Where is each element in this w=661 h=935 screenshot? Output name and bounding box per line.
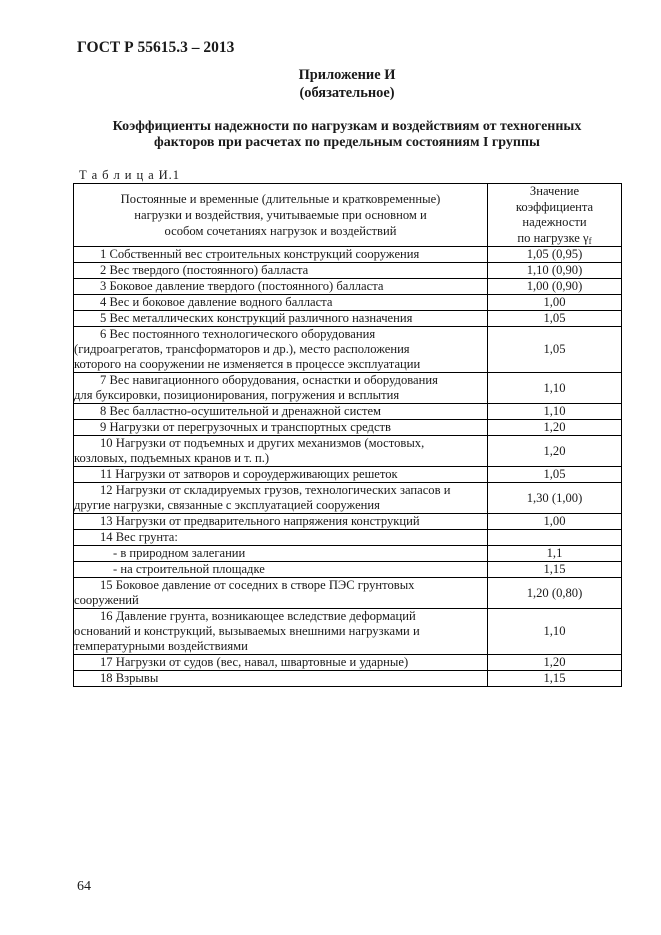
table-row — [74, 514, 622, 530]
description-line: 18 Взрывы — [100, 671, 159, 685]
description-line: 7 Вес навигационного оборудования, оснастки и оборудования — [100, 373, 438, 387]
description-line: 11 Нагрузки от затворов и сороудерживающих решеток — [100, 467, 398, 481]
load-description — [74, 279, 488, 295]
reliability-factor: 1,15 — [488, 562, 622, 578]
load-description — [74, 247, 488, 263]
load-description — [74, 609, 488, 655]
header-line: надежности — [522, 215, 587, 229]
table-row — [74, 311, 622, 327]
coefficients-table — [73, 183, 622, 687]
description-line: 5 Вес металлических конструкций различного назначения — [100, 311, 413, 325]
description-line: 14 Вес грунта: — [100, 530, 178, 544]
reliability-factor: 1,15 — [488, 671, 622, 687]
load-description — [74, 263, 488, 279]
load-description — [74, 546, 488, 562]
reliability-factor: 1,10 — [488, 609, 622, 655]
standard-designation: ГОСТ Р 55615.3 – 2013 — [77, 39, 235, 56]
reliability-factor: 1,1 — [488, 546, 622, 562]
reliability-factor: 1,05 (0,95) — [488, 247, 622, 263]
table-row — [74, 609, 622, 655]
table-row — [74, 530, 622, 546]
load-description — [74, 655, 488, 671]
table-row — [74, 578, 622, 609]
reliability-factor: 1,10 — [488, 373, 622, 404]
table-caption: Т а б л и ц а И.1 — [79, 168, 180, 182]
reliability-factor: 1,00 — [488, 514, 622, 530]
page-number: 64 — [77, 879, 91, 894]
description-line: 4 Вес и боковое давление водного балласта — [100, 295, 333, 309]
description-line: сооружений — [74, 593, 139, 607]
appendix-block — [73, 66, 621, 102]
load-description — [74, 530, 488, 546]
description-line: 8 Вес балластно-осушительной и дренажной систем — [100, 404, 382, 418]
description-line: 12 Нагрузки от складируемых грузов, технологических запасов и — [100, 483, 451, 497]
description-line: 1 Собственный вес строительных конструкций сооружения — [100, 247, 420, 261]
reliability-factor: 1,20 — [488, 436, 622, 467]
reliability-factor: 1,20 — [488, 420, 622, 436]
header-line: нагрузки и воздействия, учитываемые при основном и — [134, 208, 427, 222]
table-row — [74, 404, 622, 420]
table-row — [74, 279, 622, 295]
load-description — [74, 327, 488, 373]
reliability-factor: 1,00 — [488, 295, 622, 311]
load-description — [74, 373, 488, 404]
table-row — [74, 483, 622, 514]
appendix-status: (обязательное) — [299, 85, 395, 101]
header-loads-column — [74, 184, 488, 247]
reliability-factor: 1,10 (0,90) — [488, 263, 622, 279]
table-row — [74, 671, 622, 687]
description-line: 2 Вес твердого (постоянного) балласта — [100, 263, 309, 277]
description-line: - на строительной площадке — [113, 562, 265, 576]
reliability-factor: 1,20 — [488, 655, 622, 671]
reliability-factor: 1,30 (1,00) — [488, 483, 622, 514]
table-row — [74, 373, 622, 404]
header-line: особом сочетаниях нагрузок и воздействий — [164, 224, 397, 238]
reliability-factor-empty — [488, 530, 622, 546]
load-description — [74, 404, 488, 420]
load-description — [74, 483, 488, 514]
description-line: которого на сооружении не изменяется в процессе эксплуатации — [74, 357, 421, 371]
description-line: 16 Давление грунта, возникающее вследствие деформаций — [100, 609, 416, 623]
load-description — [74, 295, 488, 311]
table-row — [74, 327, 622, 373]
heading-line: Коэффициенты надежности по нагрузкам и воздействиям от техногенных — [112, 119, 582, 134]
table-row — [74, 295, 622, 311]
description-line: 3 Боковое давление твердого (постоянного) балласта — [100, 279, 384, 293]
reliability-factor: 1,05 — [488, 467, 622, 483]
description-line: 15 Боковое давление от соседних в створе ПЭС грунтовых — [100, 578, 415, 592]
description-line: - в природном залегании — [113, 546, 246, 560]
header-line — [488, 231, 621, 247]
table-row — [74, 436, 622, 467]
description-line: температурными воздействиями — [74, 639, 248, 653]
description-line: козловых, подъемных кранов и т. п.) — [74, 451, 270, 465]
heading-line: факторов при расчетах по предельным состояниям I группы — [154, 135, 540, 150]
load-description — [74, 311, 488, 327]
table-heading — [73, 119, 621, 151]
header-line: коэффициента — [515, 199, 594, 214]
appendix-title: Приложение И — [298, 67, 396, 83]
reliability-factor: 1,05 — [488, 311, 622, 327]
load-description — [74, 562, 488, 578]
description-line: другие нагрузки, связанные с эксплуатацией сооружения — [74, 498, 380, 512]
load-description — [74, 420, 488, 436]
reliability-factor: 1,05 — [488, 327, 622, 373]
table-row — [74, 247, 622, 263]
description-line: 9 Нагрузки от перегрузочных и транспортных средств — [100, 420, 391, 434]
description-line: 13 Нагрузки от предварительного напряжения конструкций — [100, 514, 420, 528]
table-row — [74, 467, 622, 483]
table-row — [74, 655, 622, 671]
reliability-factor: 1,10 — [488, 404, 622, 420]
description-line: 10 Нагрузки от подъемных и других механизмов (мостовых, — [100, 436, 425, 450]
reliability-factor: 1,00 (0,90) — [488, 279, 622, 295]
description-line: 17 Нагрузки от судов (вес, навал, швартовные и ударные) — [100, 655, 409, 669]
description-line: для буксировки, позиционирования, погружения и всплытия — [74, 388, 400, 402]
table-row — [74, 420, 622, 436]
load-description — [74, 467, 488, 483]
description-line: 6 Вес постоянного технологического оборудования — [100, 327, 376, 341]
description-line: (гидроагрегатов, трансформаторов и др.), место расположения — [74, 342, 410, 356]
description-line: оснований и конструкций, вызываемых внешними нагрузками и — [74, 624, 420, 638]
load-description — [74, 671, 488, 687]
table-row — [74, 263, 622, 279]
table-header-row — [74, 184, 622, 247]
reliability-factor: 1,20 (0,80) — [488, 578, 622, 609]
header-line: Значение — [529, 184, 580, 198]
load-description — [74, 578, 488, 609]
header-symbol: по нагрузке γ — [517, 230, 589, 245]
table-row — [74, 546, 622, 562]
header-subscript: f — [588, 235, 592, 246]
header-line: Постоянные и временные (длительные и кратковременные) — [120, 192, 441, 206]
header-factor-column — [488, 184, 622, 247]
table-row — [74, 562, 622, 578]
load-description — [74, 436, 488, 467]
load-description — [74, 514, 488, 530]
